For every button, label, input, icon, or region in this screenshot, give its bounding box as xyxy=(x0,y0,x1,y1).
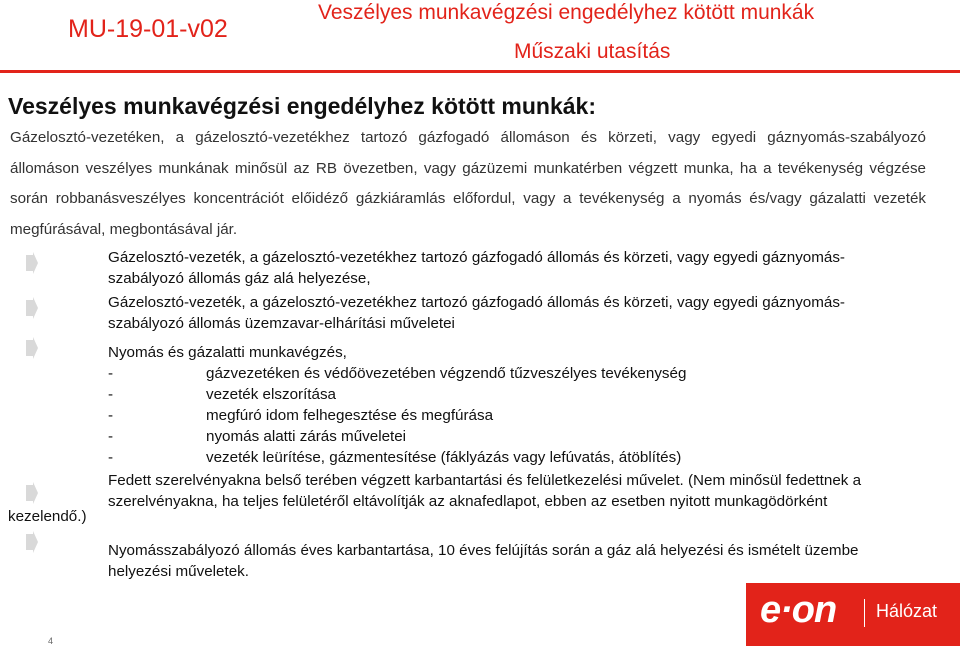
list-item: Fedett szerelvényakna belső terében végzett karbantartási és felületkezelési művelet. (Nem minősül fedettnek a szerelvényakna, ha teljes felületéről eltávolítják az aknafedlapot, ebben az esetben nyitott munkagödörként xyxy=(108,472,862,510)
dash-marker: - xyxy=(108,386,114,403)
list-item-label: Nyomás és gázalatti munkavégzés, xyxy=(108,344,347,361)
sub-list-item xyxy=(108,363,918,384)
header-subtitle: Műszaki utasítás xyxy=(514,40,671,63)
logo-divider xyxy=(864,599,865,627)
dash-marker: - xyxy=(108,407,114,424)
sub-list-item xyxy=(108,405,918,426)
sub-list-item xyxy=(108,426,918,447)
arrow-bullet-icon xyxy=(26,337,38,359)
eon-halozat-logo xyxy=(746,583,960,646)
arrow-bullet-icon xyxy=(26,297,38,319)
eon-logo-mark: e·on xyxy=(760,589,837,631)
sub-list-item xyxy=(108,384,918,405)
sub-list-item-text: megfúró idom felhegesztése és megfúrása xyxy=(206,407,494,424)
overflow-text: kezelendő.) xyxy=(8,508,87,525)
arrow-bullet-icon xyxy=(26,482,38,504)
sub-list-item-text: vezeték elszorítása xyxy=(206,386,336,403)
list-item: Gázelosztó-vezeték, a gázelosztó-vezetékhez tartozó gázfogadó állomás és körzeti, vagy egyedi gáznyomás-szabályozó állomás gáz alá helyezése, xyxy=(108,249,845,287)
sub-list-item xyxy=(108,447,918,468)
header-divider xyxy=(0,70,960,73)
dash-marker: - xyxy=(108,449,114,466)
dash-marker: - xyxy=(108,365,114,382)
header-title: Veszélyes munkavégzési engedélyhez kötött munkák xyxy=(318,1,815,24)
dash-marker: - xyxy=(108,428,114,445)
list-item: Gázelosztó-vezeték, a gázelosztó-vezetékhez tartozó gázfogadó állomás és körzeti, vagy egyedi gáznyomás-szabályozó állomás üzemzavar-elhárítási műveletei xyxy=(108,294,845,332)
list-item: Nyomásszabályozó állomás éves karbantartása, 10 éves felújítás során a gáz alá helyezési és ismételt üzembe helyezési műveletek. xyxy=(108,542,859,580)
page-number: 4 xyxy=(48,636,54,646)
arrow-bullet-icon xyxy=(26,531,38,553)
document-code: MU-19-01-v02 xyxy=(68,15,228,43)
list-item-pressure-work xyxy=(108,342,918,468)
logo-division-label: Hálózat xyxy=(876,601,938,621)
page-heading: Veszélyes munkavégzési engedélyhez kötött munkák: xyxy=(8,93,597,119)
intro-paragraph: Gázelosztó-vezetéken, a gázelosztó-vezetékhez tartozó gázfogadó állomáson és körzeti, vagy egyedi gáznyomás-szabályozó állomáson veszélyes munkának minősül az RB övezetben, vagy gázüzemi munkatérben végzett munka, ha a tevékenység végzése során robbanásveszélyes koncentrációt előidéző gázkiáramlás előfordul, vagy a tevékenység a nyomás és/vagy gázalatti vezeték megfúrásával, megbontásával jár. xyxy=(10,129,926,238)
sub-list-item-text: vezeték leürítése, gázmentesítése (fáklyázás vagy lefúvatás, átöblítés) xyxy=(206,449,682,466)
sub-list-item-text: gázvezetéken és védőövezetében végzendő tűzveszélyes tevékenység xyxy=(206,365,687,382)
sub-list-item-text: nyomás alatti zárás műveletei xyxy=(206,428,407,445)
arrow-bullet-icon xyxy=(26,252,38,274)
